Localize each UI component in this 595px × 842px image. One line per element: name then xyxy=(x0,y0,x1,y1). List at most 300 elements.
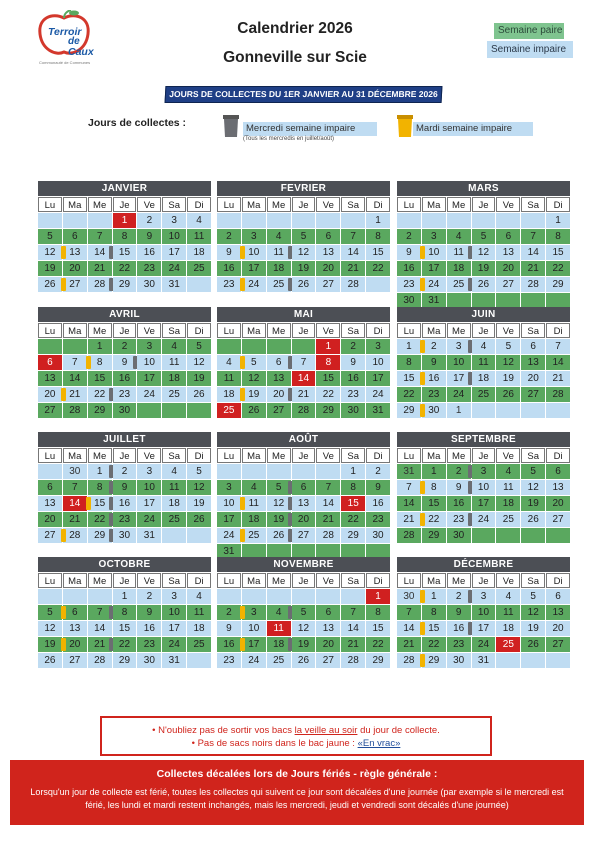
day-cell: 27 xyxy=(38,528,62,543)
day-cell: 6 xyxy=(38,355,62,370)
month-name: JANVIER xyxy=(38,181,211,196)
day-cell: 10 xyxy=(162,229,186,244)
day-cell: 18 xyxy=(496,621,520,636)
day-cell xyxy=(521,293,545,308)
day-cell: 27 xyxy=(546,637,570,652)
weekday-header: Ma xyxy=(242,573,266,588)
day-cell: 11 xyxy=(267,245,291,260)
weekday-header: Ma xyxy=(422,197,446,212)
day-cell: 26 xyxy=(496,387,520,402)
yellow-bin-marker xyxy=(420,278,425,291)
day-cell xyxy=(217,464,241,479)
day-cell: 4 xyxy=(267,229,291,244)
day-cell xyxy=(496,528,520,543)
weekday-header: Sa xyxy=(521,323,545,338)
day-cell: 5 xyxy=(38,229,62,244)
day-cell: 5 xyxy=(472,229,496,244)
day-cell: 4 xyxy=(162,339,186,354)
day-cell: 17 xyxy=(242,261,266,276)
month-day-grid xyxy=(397,196,570,308)
day-cell: 6 xyxy=(316,605,340,620)
logo-tagline: Communauté de Communes xyxy=(39,60,91,65)
month-name: SEPTEMBRE xyxy=(397,432,570,447)
day-cell: 16 xyxy=(217,261,241,276)
day-cell xyxy=(242,339,266,354)
weekday-header: Lu xyxy=(217,197,241,212)
weekday-header: Ma xyxy=(63,323,87,338)
day-cell: 4 xyxy=(187,213,211,228)
day-cell: 19 xyxy=(521,496,545,511)
day-cell: 11 xyxy=(267,621,291,636)
day-cell: 1 xyxy=(397,339,421,354)
day-cell: 18 xyxy=(162,371,186,386)
day-cell xyxy=(38,339,62,354)
day-cell: 17 xyxy=(242,637,266,652)
day-cell: 4 xyxy=(162,464,186,479)
month-9 xyxy=(397,432,570,543)
day-cell: 15 xyxy=(88,371,112,386)
logo-text-3: Caux xyxy=(68,46,94,58)
day-cell: 10 xyxy=(242,621,266,636)
weekday-header: Sa xyxy=(162,323,186,338)
day-cell: 26 xyxy=(521,637,545,652)
day-cell: 22 xyxy=(113,261,137,276)
month-day-grid xyxy=(217,572,390,668)
day-cell xyxy=(496,293,520,308)
day-cell: 13 xyxy=(316,621,340,636)
day-cell: 11 xyxy=(162,355,186,370)
day-cell: 2 xyxy=(217,229,241,244)
day-cell xyxy=(242,464,266,479)
weekday-header: Je xyxy=(113,323,137,338)
month-day-grid xyxy=(397,322,570,418)
month-day-grid xyxy=(38,322,211,418)
day-cell xyxy=(63,339,87,354)
weekday-header: Lu xyxy=(217,448,241,463)
day-cell: 14 xyxy=(546,355,570,370)
weekday-header: Sa xyxy=(341,323,365,338)
weekday-header: Ve xyxy=(137,197,161,212)
day-cell: 24 xyxy=(162,637,186,652)
legend-odd-week: Semaine impaire xyxy=(487,41,573,58)
day-cell: 31 xyxy=(162,277,186,292)
page-title: Calendrier 2026 xyxy=(237,20,353,37)
day-cell: 27 xyxy=(546,512,570,527)
day-cell xyxy=(472,403,496,418)
day-cell: 7 xyxy=(316,480,340,495)
day-cell: 27 xyxy=(316,277,340,292)
month-name: DÉCEMBRE xyxy=(397,557,570,572)
holiday-rule-box xyxy=(10,760,584,825)
day-cell: 20 xyxy=(316,637,340,652)
yellow-bin-marker xyxy=(420,481,425,494)
day-cell: 2 xyxy=(137,213,161,228)
day-cell xyxy=(187,403,211,418)
day-cell: 30 xyxy=(341,403,365,418)
day-cell: 31 xyxy=(422,293,446,308)
day-cell: 9 xyxy=(447,605,471,620)
weekday-header: Je xyxy=(472,197,496,212)
day-cell: 24 xyxy=(137,387,161,402)
day-cell: 18 xyxy=(187,245,211,260)
day-cell: 16 xyxy=(447,496,471,511)
weekday-header: Lu xyxy=(38,197,62,212)
day-cell: 7 xyxy=(88,229,112,244)
day-cell: 28 xyxy=(521,277,545,292)
day-cell xyxy=(366,277,390,292)
day-cell: 30 xyxy=(137,277,161,292)
day-cell: 18 xyxy=(496,496,520,511)
day-cell: 26 xyxy=(242,403,266,418)
day-cell: 14 xyxy=(292,371,316,386)
day-cell: 19 xyxy=(187,371,211,386)
day-cell: 6 xyxy=(496,229,520,244)
day-cell: 19 xyxy=(496,371,520,386)
day-cell: 3 xyxy=(137,464,161,479)
day-cell xyxy=(472,213,496,228)
day-cell: 17 xyxy=(366,371,390,386)
weekday-header: Di xyxy=(187,197,211,212)
day-cell: 22 xyxy=(88,512,112,527)
day-cell: 5 xyxy=(521,464,545,479)
day-cell: 11 xyxy=(217,371,241,386)
day-cell: 8 xyxy=(366,229,390,244)
weekday-header: Sa xyxy=(341,448,365,463)
collection-period-banner: JOURS DE COLLECTES DU 1ER JANVIER AU 31 DÉCEMBRE 2026 xyxy=(165,86,443,103)
day-cell: 27 xyxy=(63,277,87,292)
month-name: FEVRIER xyxy=(217,181,390,196)
day-cell: 21 xyxy=(292,387,316,402)
day-cell: 14 xyxy=(316,496,340,511)
day-cell: 19 xyxy=(472,261,496,276)
yellow-bin-marker xyxy=(240,529,245,542)
day-cell xyxy=(341,213,365,228)
day-cell: 27 xyxy=(316,653,340,668)
day-cell: 16 xyxy=(366,496,390,511)
weekday-header: Me xyxy=(267,448,291,463)
day-cell: 20 xyxy=(63,637,87,652)
day-cell: 14 xyxy=(63,371,87,386)
day-cell: 24 xyxy=(217,528,241,543)
day-cell: 29 xyxy=(113,653,137,668)
day-cell: 28 xyxy=(341,653,365,668)
day-cell xyxy=(521,653,545,668)
weekday-header: Sa xyxy=(521,197,545,212)
weekday-header: Je xyxy=(292,197,316,212)
month-6 xyxy=(397,307,570,418)
day-cell: 17 xyxy=(137,496,161,511)
weekday-header: Sa xyxy=(521,573,545,588)
day-cell: 17 xyxy=(472,496,496,511)
day-cell: 16 xyxy=(447,621,471,636)
yellow-bin-marker xyxy=(86,356,91,369)
day-cell: 7 xyxy=(63,355,87,370)
day-cell: 18 xyxy=(242,512,266,527)
yellow-bin-marker xyxy=(240,388,245,401)
day-cell: 16 xyxy=(397,261,421,276)
day-cell: 23 xyxy=(137,261,161,276)
logo-text-1: Terroir xyxy=(48,26,82,38)
day-cell: 25 xyxy=(162,512,186,527)
day-cell xyxy=(88,589,112,604)
day-cell: 21 xyxy=(521,261,545,276)
day-cell: 2 xyxy=(422,339,446,354)
day-cell: 13 xyxy=(267,371,291,386)
weekday-header: Me xyxy=(267,573,291,588)
day-cell: 12 xyxy=(187,480,211,495)
weekday-header: Sa xyxy=(162,448,186,463)
day-cell: 9 xyxy=(366,480,390,495)
day-cell: 22 xyxy=(341,512,365,527)
day-cell: 2 xyxy=(341,339,365,354)
day-cell: 13 xyxy=(546,605,570,620)
terroir-de-caux-logo xyxy=(34,10,114,70)
day-cell: 9 xyxy=(397,245,421,260)
day-cell: 4 xyxy=(447,229,471,244)
day-cell: 12 xyxy=(187,355,211,370)
day-cell: 9 xyxy=(422,355,446,370)
day-cell: 26 xyxy=(521,512,545,527)
day-cell: 5 xyxy=(292,605,316,620)
day-cell: 20 xyxy=(496,261,520,276)
day-cell: 9 xyxy=(113,480,137,495)
day-cell: 17 xyxy=(217,512,241,527)
day-cell: 21 xyxy=(397,637,421,652)
weekday-header: Ma xyxy=(63,448,87,463)
day-cell: 10 xyxy=(217,496,241,511)
day-cell xyxy=(316,213,340,228)
day-cell: 12 xyxy=(38,621,62,636)
day-cell: 24 xyxy=(472,637,496,652)
yellow-bin-marker xyxy=(240,356,245,369)
month-10 xyxy=(38,557,211,668)
day-cell: 19 xyxy=(38,261,62,276)
day-cell xyxy=(38,589,62,604)
day-cell: 17 xyxy=(447,371,471,386)
weekday-header: Ma xyxy=(422,448,446,463)
yellow-bin-marker xyxy=(61,606,66,619)
day-cell: 15 xyxy=(366,245,390,260)
day-cell: 18 xyxy=(267,261,291,276)
day-cell xyxy=(242,589,266,604)
weekday-header: Lu xyxy=(397,197,421,212)
weekday-header: Sa xyxy=(162,573,186,588)
day-cell xyxy=(292,589,316,604)
day-cell: 21 xyxy=(63,387,87,402)
day-cell: 24 xyxy=(137,512,161,527)
day-cell: 1 xyxy=(366,589,390,604)
day-cell: 22 xyxy=(422,512,446,527)
day-cell xyxy=(187,528,211,543)
legend-even-week: Semaine paire xyxy=(494,23,564,39)
month-name: MAI xyxy=(217,307,390,322)
yellow-bin-marker xyxy=(61,529,66,542)
day-cell: 19 xyxy=(292,637,316,652)
month-day-grid xyxy=(217,322,390,418)
weekday-header: Ma xyxy=(242,323,266,338)
yellow-bin-marker xyxy=(240,606,245,619)
day-cell: 2 xyxy=(113,464,137,479)
day-cell: 10 xyxy=(162,605,186,620)
day-cell: 14 xyxy=(63,496,87,511)
day-cell: 22 xyxy=(88,387,112,402)
day-cell: 30 xyxy=(422,403,446,418)
day-cell xyxy=(496,653,520,668)
day-cell: 5 xyxy=(267,480,291,495)
day-cell: 10 xyxy=(137,355,161,370)
day-cell: 8 xyxy=(88,480,112,495)
day-cell: 18 xyxy=(447,261,471,276)
day-cell: 20 xyxy=(316,261,340,276)
day-cell: 25 xyxy=(267,653,291,668)
day-cell: 13 xyxy=(63,621,87,636)
weekday-header: Ve xyxy=(137,573,161,588)
month-day-grid xyxy=(38,196,211,292)
weekday-header: Ma xyxy=(422,573,446,588)
day-cell: 10 xyxy=(472,480,496,495)
day-cell: 29 xyxy=(316,403,340,418)
weekday-header: Di xyxy=(187,573,211,588)
day-cell: 3 xyxy=(242,605,266,620)
weekday-header: Ve xyxy=(316,448,340,463)
month-name: JUILLET xyxy=(38,432,211,447)
day-cell: 17 xyxy=(162,245,186,260)
day-cell: 14 xyxy=(341,245,365,260)
day-cell: 28 xyxy=(292,403,316,418)
weekday-header: Je xyxy=(113,197,137,212)
day-cell: 30 xyxy=(447,653,471,668)
day-cell: 11 xyxy=(162,480,186,495)
day-cell: 19 xyxy=(521,621,545,636)
holiday-rule-title: Collectes décalées lors de Jours fériés - règle générale : xyxy=(156,768,438,780)
day-cell: 17 xyxy=(137,371,161,386)
day-cell xyxy=(472,293,496,308)
notice-line1-underlined: la veille au soir xyxy=(294,725,358,736)
day-cell xyxy=(38,464,62,479)
weekday-header: Sa xyxy=(162,197,186,212)
day-cell: 20 xyxy=(38,387,62,402)
weekday-header: Ve xyxy=(316,323,340,338)
day-cell: 31 xyxy=(366,403,390,418)
day-cell: 8 xyxy=(422,480,446,495)
day-cell: 11 xyxy=(187,605,211,620)
day-cell: 15 xyxy=(422,621,446,636)
weekday-header: Di xyxy=(366,573,390,588)
weekday-header: Ve xyxy=(137,448,161,463)
notice-line1-end: du jour de collecte. xyxy=(357,725,440,736)
yellow-bin-marker xyxy=(420,590,425,603)
day-cell: 31 xyxy=(162,653,186,668)
day-cell: 1 xyxy=(422,464,446,479)
day-cell: 3 xyxy=(472,464,496,479)
yellow-bin-marker xyxy=(420,622,425,635)
day-cell xyxy=(316,464,340,479)
day-cell: 6 xyxy=(546,589,570,604)
day-cell: 8 xyxy=(546,229,570,244)
day-cell: 3 xyxy=(472,589,496,604)
yellow-bin-marker xyxy=(61,278,66,291)
month-name: MARS xyxy=(397,181,570,196)
day-cell: 10 xyxy=(242,245,266,260)
day-cell xyxy=(187,653,211,668)
day-cell: 30 xyxy=(113,528,137,543)
day-cell: 28 xyxy=(63,403,87,418)
day-cell: 21 xyxy=(341,637,365,652)
day-cell: 4 xyxy=(217,355,241,370)
day-cell: 15 xyxy=(88,496,112,511)
day-cell: 1 xyxy=(88,464,112,479)
day-cell: 20 xyxy=(267,387,291,402)
day-cell: 22 xyxy=(113,637,137,652)
day-cell xyxy=(88,213,112,228)
day-cell: 9 xyxy=(113,355,137,370)
day-cell: 13 xyxy=(38,371,62,386)
day-cell: 18 xyxy=(267,637,291,652)
day-cell: 16 xyxy=(422,371,446,386)
month-name: OCTOBRE xyxy=(38,557,211,572)
day-cell: 21 xyxy=(341,261,365,276)
yellow-bin-marker xyxy=(420,246,425,259)
weekday-header: Ma xyxy=(242,197,266,212)
day-cell: 14 xyxy=(521,245,545,260)
day-cell: 2 xyxy=(447,464,471,479)
day-cell: 24 xyxy=(366,387,390,402)
day-cell: 1 xyxy=(366,213,390,228)
day-cell: 8 xyxy=(341,480,365,495)
day-cell: 2 xyxy=(217,605,241,620)
month-name: JUIN xyxy=(397,307,570,322)
day-cell: 8 xyxy=(113,605,137,620)
page-subtitle: Gonneville sur Scie xyxy=(223,49,367,66)
day-cell: 28 xyxy=(88,653,112,668)
day-cell: 23 xyxy=(217,653,241,668)
day-cell: 5 xyxy=(187,339,211,354)
day-cell xyxy=(546,403,570,418)
yellow-bin-marker xyxy=(61,246,66,259)
weekday-header: Di xyxy=(366,197,390,212)
day-cell: 29 xyxy=(546,277,570,292)
weekday-header: Di xyxy=(546,197,570,212)
day-cell: 29 xyxy=(397,403,421,418)
day-cell: 29 xyxy=(341,528,365,543)
day-cell: 30 xyxy=(397,293,421,308)
day-cell: 20 xyxy=(546,496,570,511)
grey-bin-icon xyxy=(222,114,240,138)
day-cell: 22 xyxy=(422,637,446,652)
day-cell: 21 xyxy=(88,261,112,276)
day-cell: 24 xyxy=(422,277,446,292)
day-cell: 6 xyxy=(546,464,570,479)
day-cell: 2 xyxy=(366,464,390,479)
day-cell: 8 xyxy=(397,355,421,370)
weekday-header: Di xyxy=(546,323,570,338)
day-cell: 18 xyxy=(217,387,241,402)
day-cell: 7 xyxy=(521,229,545,244)
day-cell: 14 xyxy=(341,621,365,636)
day-cell xyxy=(397,213,421,228)
day-cell: 10 xyxy=(137,480,161,495)
weekday-header: Ma xyxy=(63,573,87,588)
weekday-header: Di xyxy=(546,573,570,588)
day-cell: 26 xyxy=(38,277,62,292)
day-cell: 6 xyxy=(267,355,291,370)
day-cell: 4 xyxy=(496,464,520,479)
day-cell: 5 xyxy=(496,339,520,354)
day-cell: 22 xyxy=(366,637,390,652)
weekday-header: Ve xyxy=(316,197,340,212)
day-cell: 14 xyxy=(397,621,421,636)
day-cell: 8 xyxy=(366,605,390,620)
